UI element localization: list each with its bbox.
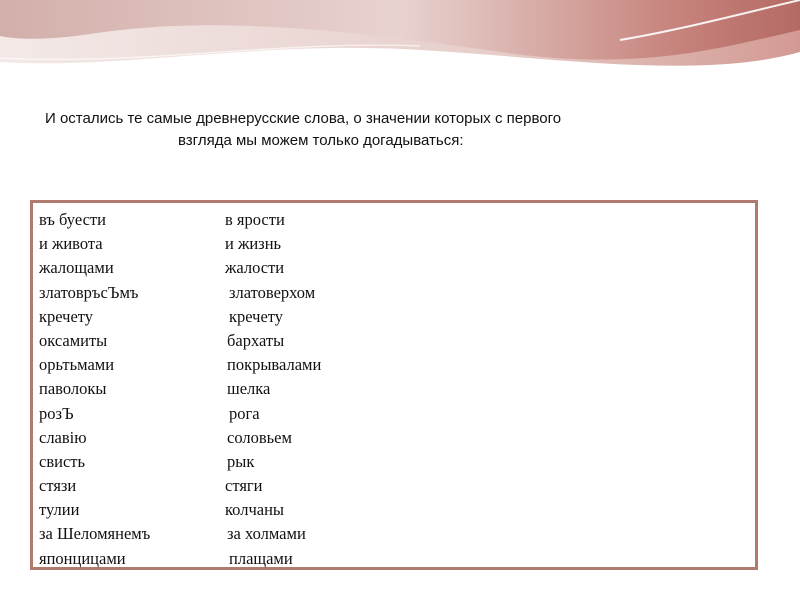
modern-word: соловьем bbox=[227, 427, 292, 447]
intro-text bbox=[30, 108, 710, 152]
old-word: свисть bbox=[39, 451, 86, 471]
modern-word: шелка bbox=[227, 379, 271, 399]
modern-word: колчаны bbox=[225, 500, 284, 520]
modern-word: златоверхом bbox=[229, 282, 316, 302]
old-word: златовръсЪмъ bbox=[39, 282, 139, 302]
modern-word: покрывалами bbox=[227, 355, 322, 375]
old-word: славію bbox=[39, 427, 87, 447]
modern-word: и жизнь bbox=[225, 234, 282, 254]
old-word: оксамиты bbox=[39, 330, 108, 350]
old-word: въ буести bbox=[39, 210, 106, 229]
old-word: тулии bbox=[39, 500, 80, 520]
modern-word: кречету bbox=[229, 306, 284, 326]
old-word: паволокы bbox=[39, 379, 107, 399]
old-word: орьтьмами bbox=[39, 355, 115, 375]
glossary-frame bbox=[30, 200, 758, 570]
old-word: стязи bbox=[39, 476, 77, 496]
modern-word: в ярости bbox=[225, 210, 285, 229]
old-word: кречету bbox=[39, 306, 94, 326]
modern-word: стяги bbox=[225, 476, 263, 496]
old-word: жалощами bbox=[39, 258, 114, 278]
old-word: японцицами bbox=[39, 548, 126, 568]
header-wave-decoration bbox=[0, 0, 800, 110]
modern-word: бархаты bbox=[227, 330, 285, 350]
old-word: розЪ bbox=[39, 403, 74, 423]
modern-word: плащами bbox=[229, 548, 293, 568]
modern-word: жалости bbox=[225, 258, 285, 278]
modern-word: рык bbox=[227, 451, 255, 471]
intro-line-1: И остались те самые древнерусские слова, о значении которых с первого bbox=[45, 110, 562, 127]
modern-word: за холмами bbox=[227, 524, 306, 544]
old-word: за Шеломянемъ bbox=[39, 524, 151, 544]
intro-line-2: взгляда мы можем только догадываться: bbox=[178, 132, 464, 149]
modern-word: рога bbox=[229, 403, 260, 423]
old-word: и живота bbox=[39, 234, 103, 254]
